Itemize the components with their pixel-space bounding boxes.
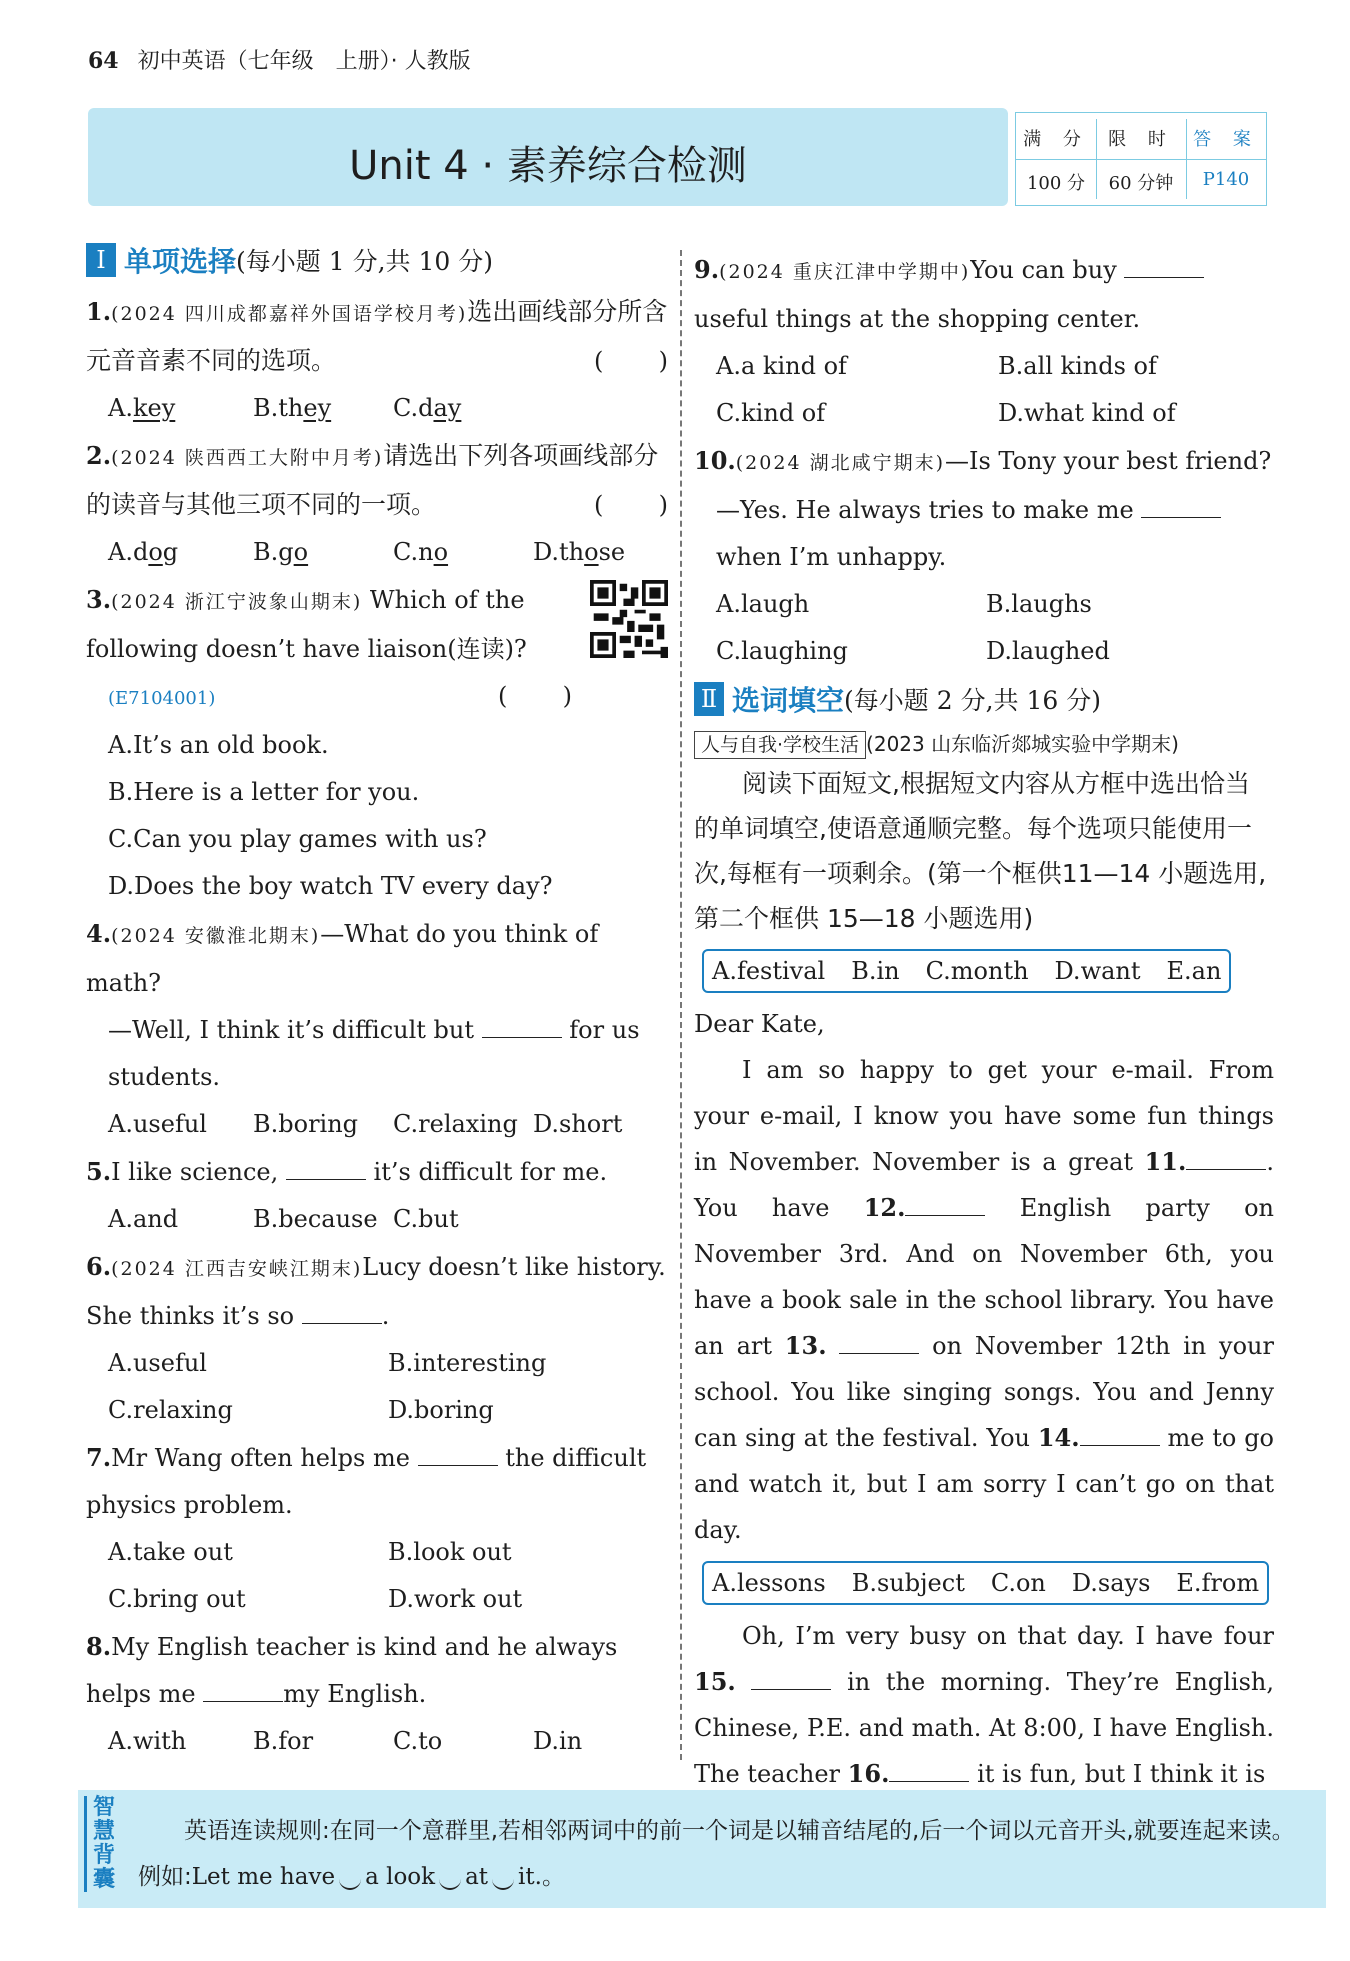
question-7: 7.Mr Wang often helps me the difficult physics problem. [86,1443,647,1519]
question-4: 4.(2024 安徽淮北期末)—What do you think of math? [86,919,599,997]
book-title: 初中英语（七年级 上册）· 人教版 [137,49,471,74]
question-5: 5.I like science, it’s difficult for me. [86,1157,608,1186]
q4-response: —Well, I think it’s difficult but for us students. [86,1007,668,1101]
full-score-cell: 满 分 100 分 [1023,129,1089,194]
q4-options: A.useful B.boring C.relaxing D.short [108,1110,623,1138]
time-limit-cell: 限 时 60 分钟 [1108,129,1174,194]
tips-text: 英语连读规则:在同一个意群里,若相邻两词中的前一个词是以辅音结尾的,后一个词以元音开头,就要连起来读。例如:Let me have a look at it.。 [138,1818,1295,1890]
q7-options: A.take out B.look out [108,1538,512,1566]
question-3: 3.(2024 浙江宁波象山期末) Which of the following doesn’t have liaison(连读)? [86,576,668,673]
page-number: 64 [88,48,119,74]
option-c: C.day [393,394,462,422]
q6-options-2: C.relaxing D.boring [108,1396,494,1424]
q3-option-a: A.It’s an old book. [108,731,329,759]
word-box-1: A.festival B.in C.month D.want E.an [702,949,1231,993]
q9-options-2: C.kind of D.what kind of [716,399,1176,427]
tips-label: 智慧背囊 [84,1796,121,1892]
letter-greeting: Dear Kate, [694,1010,825,1038]
q3-code-line: (E7104001) ( ) [108,682,572,710]
section-1-header: Ⅰ 单项选择 (每小题 1 分,共 10 分) [86,240,668,280]
question-1: 1.(2024 四川成都嘉祥外国语学校月考)选出画线部分所含元音音素不同的选项。 ( ) [86,297,668,375]
score-table [1015,112,1267,206]
q10-response: —Yes. He always tries to make me when I’m unhappy. [694,487,1274,581]
question-6: 6.(2024 江西吉安峡江期末)Lucy doesn’t like history. She thinks it’s so . [86,1252,666,1330]
q1-options [86,385,668,432]
answer-page-cell: 答 案 P140 [1193,129,1259,190]
tips-footer [78,1790,1326,1908]
q10-options: A.laugh B.laughs [716,590,1092,618]
page-title: Unit 4 · 素养综合检测 [349,143,747,189]
q2-options: A.dog B.go C.no D.those [108,538,626,566]
question-8: 8.My English teacher is kind and he always helps me my English. [86,1632,618,1708]
section-2-instruction: 阅读下面短文,根据短文内容从方框中选出恰当的单词填空,使语意通顺完整。每个选项只能使用一次,每框有一项剩余。(第一个框供11—14 小题选用,第二个框供 15—18 小题选用) [694,769,1267,933]
qr-code-icon[interactable] [590,580,668,658]
question-10: 10.(2024 湖北咸宁期末)—Is Tony your best friend? [694,446,1272,475]
q3-option-d: D.Does the boy watch TV every day? [108,872,553,900]
section-2-source: 人与自我·学校生活 (2023 山东临沂郯城实验中学期末) [694,727,1274,761]
question-9: 9.(2024 重庆江津中学期中)You can buy useful things at the shopping center. [694,246,1274,343]
column-divider [680,250,682,1760]
q8-options: A.with B.for C.to D.in [108,1727,583,1755]
q7-options-2: C.bring out D.work out [108,1585,523,1613]
q10-options-2: C.laughing D.laughed [716,637,1110,665]
page-header [88,44,471,75]
title-band [88,108,1008,206]
option-a: A.key [108,394,176,422]
section-2-header: Ⅱ 选词填空 (每小题 2 分,共 16 分) [694,679,1274,719]
q5-options: A.and B.because C.but [108,1205,459,1233]
option-b: B.they [253,394,332,422]
word-box-2: A.lessons B.subject C.on D.says E.from [702,1561,1269,1605]
q9-options: A.a kind of B.all kinds of [716,352,1157,380]
theme-tag: 人与自我·学校生活 [694,731,866,759]
q3-option-c: C.Can you play games with us? [108,825,487,853]
q3-option-b: B.Here is a letter for you. [108,778,420,806]
letter-paragraph-1: I am so happy to get your e-mail. From your e-mail, I know you have some fun things in November. November is a great 11. . You have 12. English party on November 3rd. And on November 6th, you have a book sale in the school library. You have an art 13. on November 12th in your school. You like singing songs. You and Jenny can sing at the festival. You 14. me to go and watch it, but I am sorry I can’t go on that day. [694,1056,1275,1544]
question-2: 2.(2024 陕西西工大附中月考)请选出下列各项画线部分的读音与其他三项不同的一项。 ( ) [86,441,668,519]
right-column [694,246,1274,1797]
q6-options: A.useful B.interesting [108,1349,547,1377]
left-column [86,240,668,1765]
letter-paragraph-2: Oh, I’m very busy on that day. I have four 15. in the morning. They’re English, Chinese, P.E. and math. At 8:00, I have English. The teacher 16. it is fun, but I think it is [694,1622,1274,1788]
